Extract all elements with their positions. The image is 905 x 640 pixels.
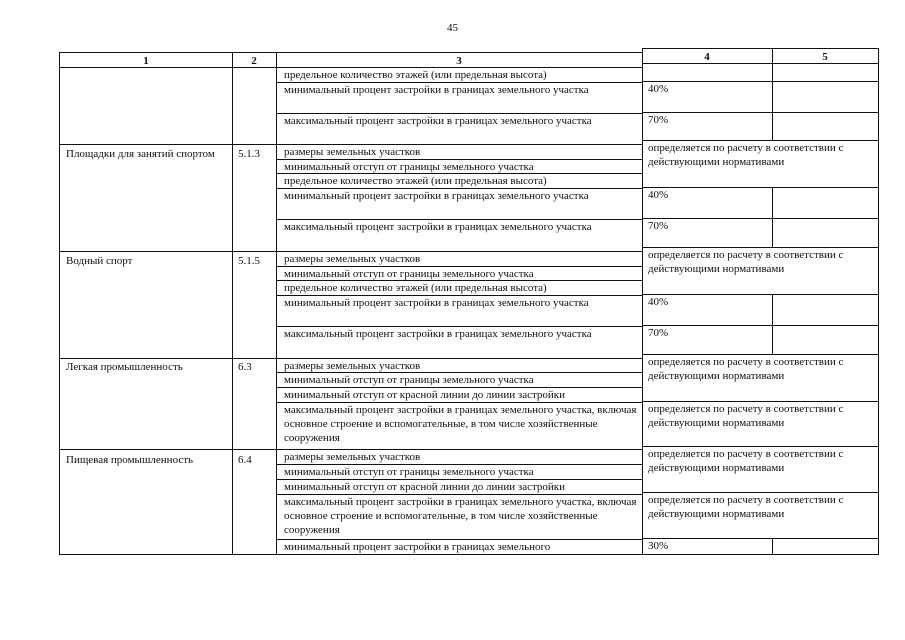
- row-divider: [276, 326, 643, 327]
- row-divider: [642, 187, 879, 188]
- value-max-build-percent: 70%: [648, 220, 669, 232]
- page-number: 45: [447, 22, 458, 34]
- param-plot-size: размеры земельных участков: [284, 146, 421, 158]
- column-divider: [232, 52, 233, 555]
- row-divider: [276, 82, 643, 83]
- table-border-top: [59, 52, 643, 53]
- use-code: 6.3: [238, 361, 252, 373]
- section-divider: [642, 140, 879, 141]
- header-col-1: 1: [143, 55, 149, 67]
- use-code: 5.1.5: [238, 255, 260, 267]
- row-divider: [642, 294, 879, 295]
- param-max-build-percent: максимальный процент застройки в границах земельного участка: [284, 115, 592, 127]
- table-border-bottom: [59, 554, 879, 555]
- table-border-right: [878, 48, 879, 555]
- param-min-build-percent: минимальный процент застройки в границах земельного участка: [284, 190, 589, 202]
- row-divider: [642, 81, 879, 82]
- row-divider: [642, 401, 879, 402]
- value-by-norms: определяется по расчету в соответствии с действующими нормативами: [648, 448, 844, 474]
- use-name: Пищевая промышленность: [66, 454, 194, 466]
- param-plot-size: размеры земельных участков: [284, 360, 421, 372]
- header-col-4: 4: [704, 51, 710, 63]
- row-divider: [276, 295, 643, 296]
- param-max-build-percent: максимальный процент застройки в границах земельного участка: [284, 328, 592, 340]
- table-border-left: [59, 52, 60, 555]
- row-divider: [642, 218, 879, 219]
- column-divider: [772, 538, 773, 555]
- param-floors: предельное количество этажей (или предельная высота): [284, 282, 547, 294]
- value-min-build-percent: 40%: [648, 189, 669, 201]
- row-divider: [276, 539, 643, 540]
- row-divider: [276, 464, 643, 465]
- row-divider: [276, 188, 643, 189]
- row-divider: [276, 266, 643, 267]
- use-code: 5.1.3: [238, 148, 260, 160]
- row-divider: [276, 159, 643, 160]
- section-divider: [642, 446, 879, 447]
- use-name: Площадки для занятий спортом: [66, 148, 215, 160]
- param-plot-size: размеры земельных участков: [284, 451, 421, 463]
- header-col-5: 5: [822, 51, 828, 63]
- column-divider: [772, 294, 773, 354]
- param-min-setback: минимальный отступ от границы земельного участка: [284, 374, 534, 386]
- param-min-build-percent: минимальный процент застройки в границах земельного участка: [284, 84, 589, 96]
- use-name: Легкая промышленность: [66, 361, 183, 373]
- param-min-build-percent: минимальный процент застройки в границах земельного участка: [284, 297, 589, 309]
- column-divider: [772, 187, 773, 247]
- param-max-build-percent: максимальный процент застройки в границах земельного участка, включая основное строение и вспомогательные, в том числе хозяйственные сооружения: [284, 404, 637, 444]
- value-min-build-percent: 40%: [648, 83, 669, 95]
- row-divider: [642, 325, 879, 326]
- value-min-build-percent: 30%: [648, 540, 669, 552]
- param-plot-size: размеры земельных участков: [284, 253, 421, 265]
- value-by-norms: определяется по расчету в соответствии с действующими нормативами: [648, 356, 844, 382]
- section-divider: [642, 247, 879, 248]
- row-divider: [276, 113, 643, 114]
- param-red-line-setback: минимальный отступ от красной линии до линии застройки: [284, 481, 566, 493]
- row-divider: [276, 402, 643, 403]
- section-divider: [642, 354, 879, 355]
- row-divider: [276, 387, 643, 388]
- row-divider: [276, 173, 643, 174]
- section-divider: [59, 449, 643, 450]
- row-divider: [642, 538, 879, 539]
- param-floors: предельное количество этажей (или предельная высота): [284, 69, 547, 81]
- value-min-build-percent: 40%: [648, 296, 669, 308]
- param-red-line-setback: минимальный отступ от красной линии до линии застройки: [284, 389, 566, 401]
- value-by-norms: определяется по расчету в соответствии с действующими нормативами: [648, 142, 844, 168]
- value-by-norms: определяется по расчету в соответствии с действующими нормативами: [648, 403, 844, 429]
- header-col-2: 2: [251, 55, 257, 67]
- value-by-norms: определяется по расчету в соответствии с действующими нормативами: [648, 249, 844, 275]
- header-col-3: 3: [456, 55, 462, 67]
- section-divider: [59, 144, 643, 145]
- param-min-setback: минимальный отступ от границы земельного участка: [284, 466, 534, 478]
- value-by-norms: определяется по расчету в соответствии с действующими нормативами: [648, 494, 844, 520]
- row-divider: [276, 479, 643, 480]
- section-divider: [59, 358, 643, 359]
- row-divider: [276, 280, 643, 281]
- header-bottom: [59, 67, 643, 68]
- column-divider: [772, 48, 773, 140]
- param-min-build-percent: минимальный процент застройки в границах земельного: [284, 541, 551, 553]
- row-divider: [276, 494, 643, 495]
- param-max-build-percent: максимальный процент застройки в границах земельного участка, включая основное строение и вспомогательные, в том числе хозяйственные сооружения: [284, 496, 637, 536]
- section-divider: [59, 251, 643, 252]
- param-floors: предельное количество этажей (или предельная высота): [284, 175, 547, 187]
- row-divider: [642, 492, 879, 493]
- value-max-build-percent: 70%: [648, 327, 669, 339]
- use-code: 6.4: [238, 454, 252, 466]
- use-name: Водный спорт: [66, 255, 133, 267]
- param-max-build-percent: максимальный процент застройки в границах земельного участка: [284, 221, 592, 233]
- param-min-setback: минимальный отступ от границы земельного участка: [284, 268, 534, 280]
- row-divider: [642, 63, 879, 64]
- value-max-build-percent: 70%: [648, 114, 669, 126]
- row-divider: [276, 219, 643, 220]
- param-min-setback: минимальный отступ от границы земельного участка: [284, 161, 534, 173]
- row-divider: [642, 112, 879, 113]
- table-border-top: [642, 48, 879, 49]
- row-divider: [276, 372, 643, 373]
